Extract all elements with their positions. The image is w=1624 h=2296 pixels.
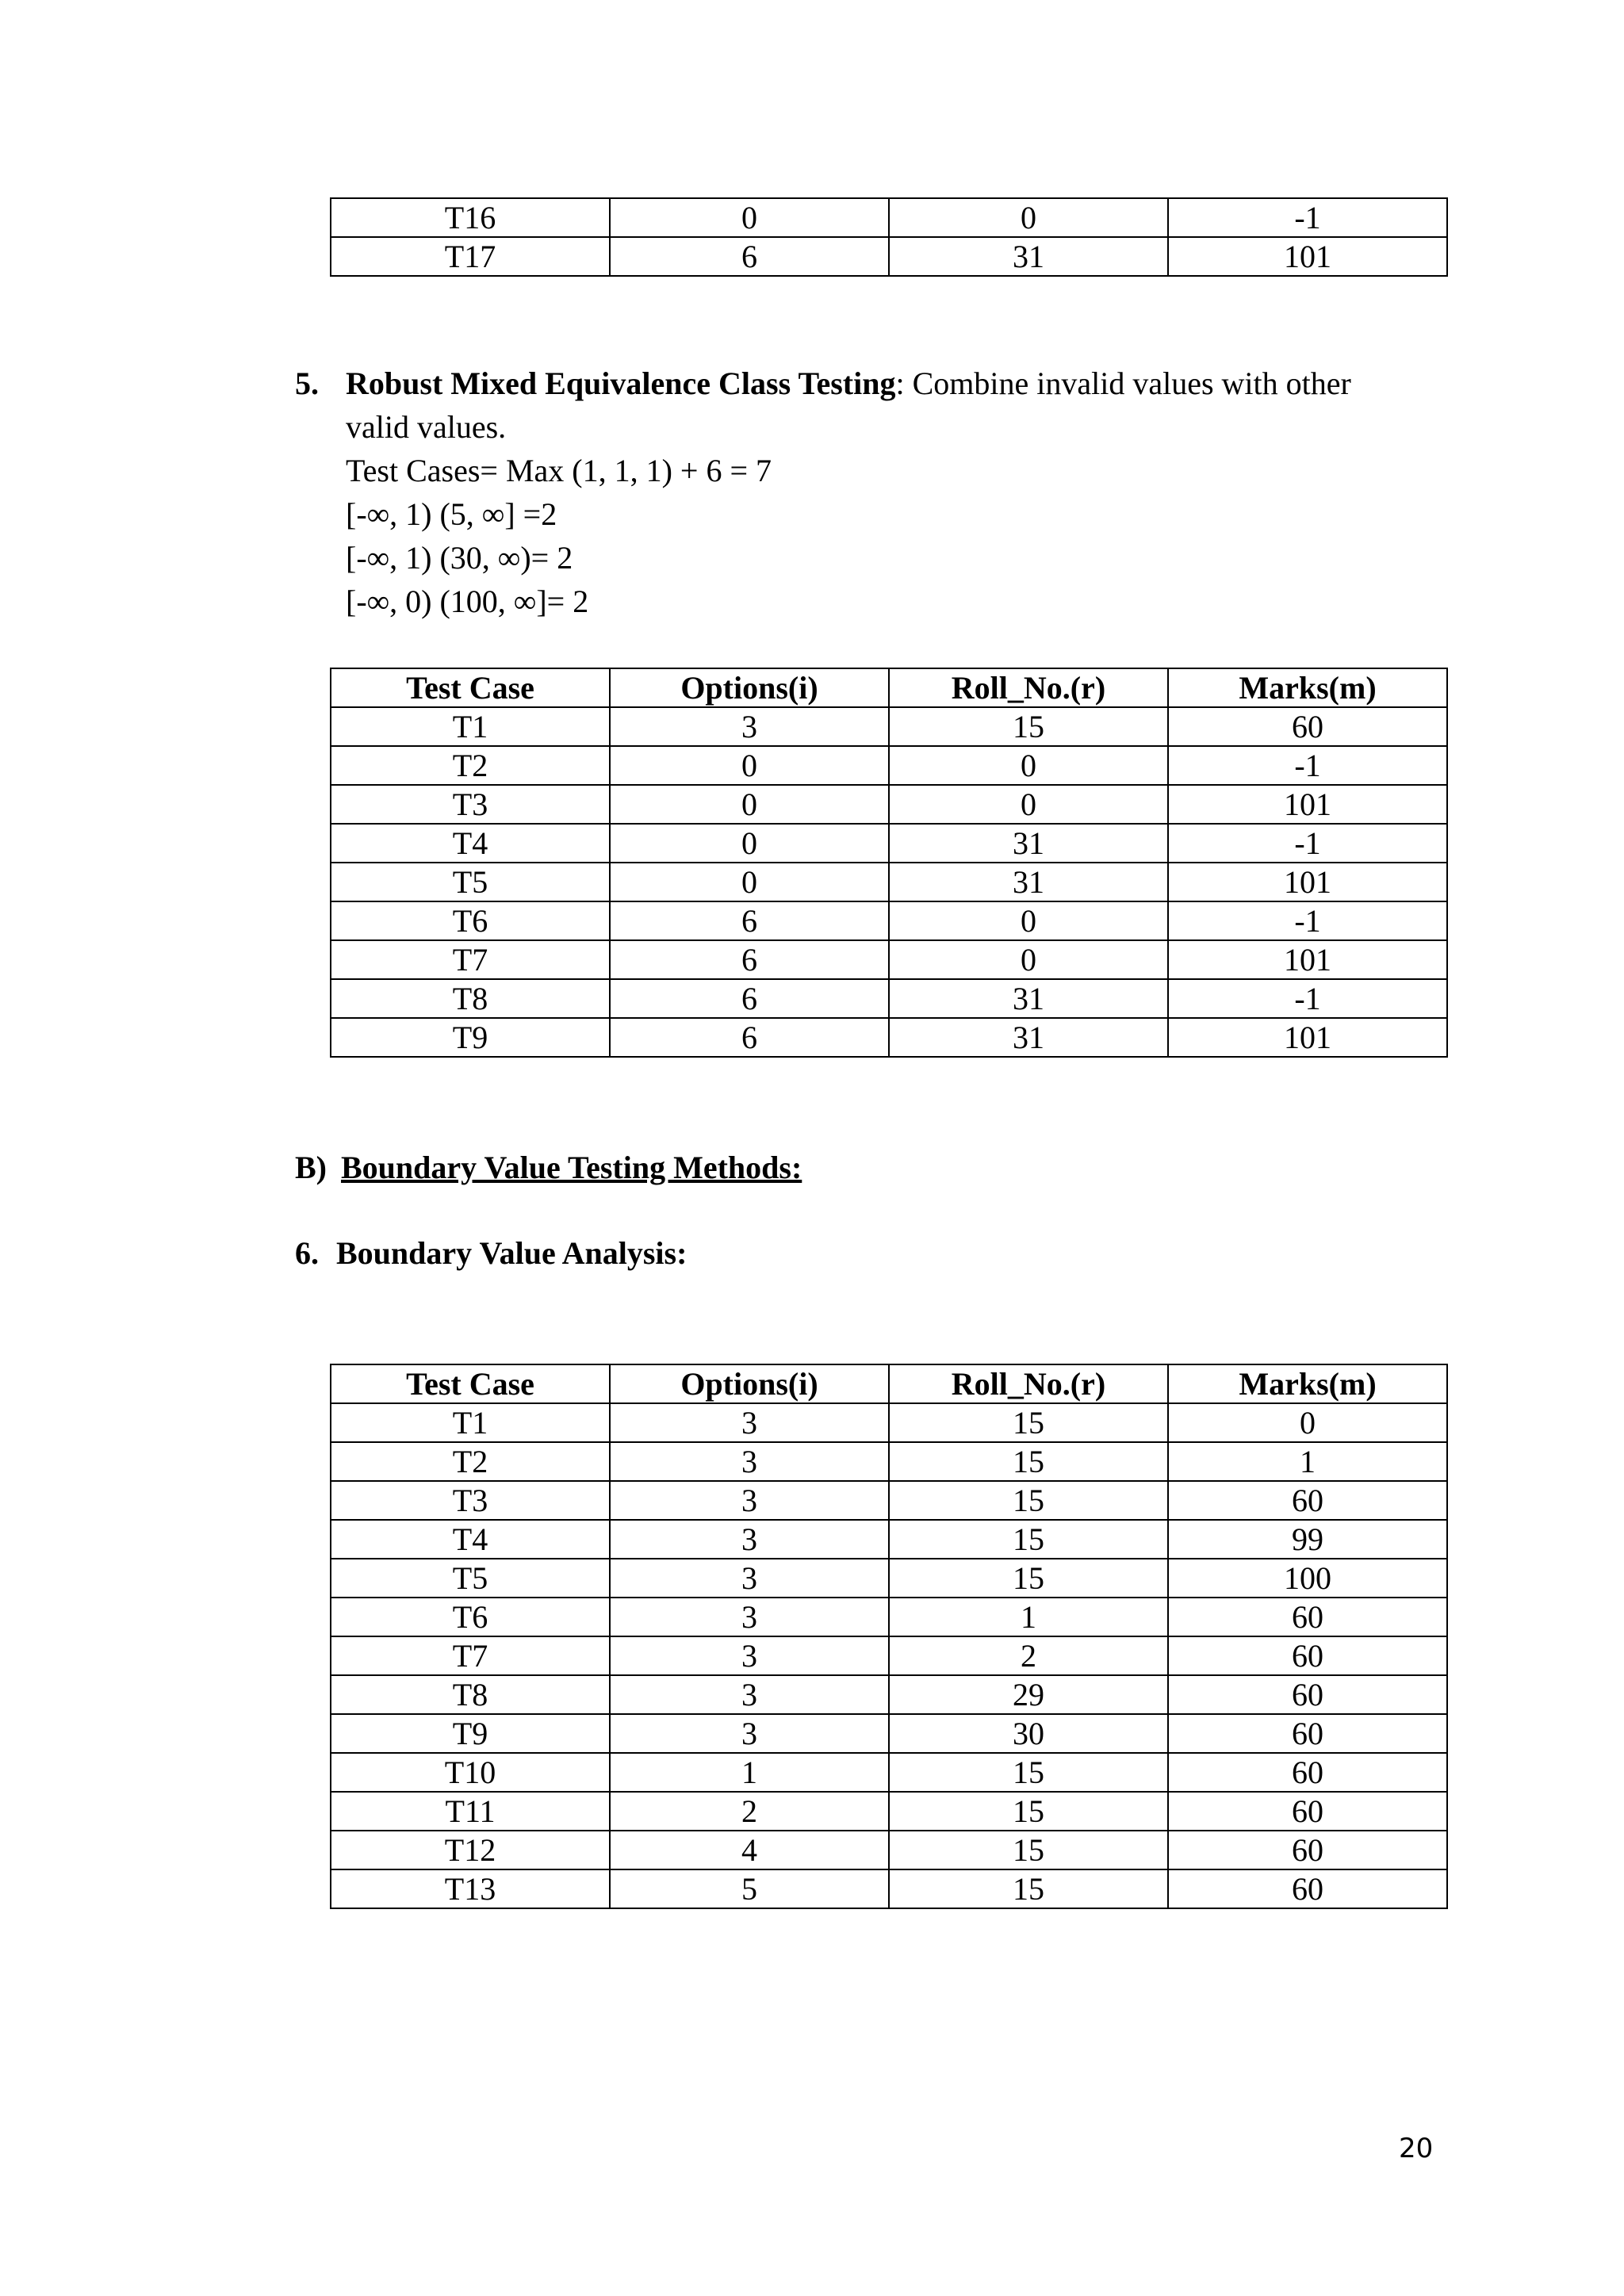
table-row [331, 1481, 1447, 1520]
table-cell: T3 [331, 1481, 610, 1520]
table-cell: 0 [889, 785, 1168, 824]
table-cell: 6 [610, 901, 889, 940]
table-cell: 6 [610, 1018, 889, 1057]
table-cell: 0 [610, 198, 889, 237]
table-cell: 15 [889, 1831, 1168, 1869]
table-cell: 1 [889, 1598, 1168, 1636]
table-row [331, 1559, 1447, 1598]
table-cell: 15 [889, 1481, 1168, 1520]
table-row [331, 1636, 1447, 1675]
column-header: Test Case [331, 668, 610, 707]
table-row [331, 707, 1447, 746]
table-cell: 1 [1168, 1442, 1447, 1481]
table-cell: 3 [610, 1559, 889, 1598]
table-row [331, 1869, 1447, 1908]
table-cell: 0 [610, 746, 889, 785]
column-header: Marks(m) [1168, 668, 1447, 707]
table-row [331, 1714, 1447, 1753]
table-row [331, 746, 1447, 785]
table-cell: T1 [331, 707, 610, 746]
table-cell: 60 [1168, 1714, 1447, 1753]
table-cell: 29 [889, 1675, 1168, 1714]
table-cell: T10 [331, 1753, 610, 1792]
column-header: Test Case [331, 1364, 610, 1403]
table-header-row [331, 1364, 1447, 1403]
table-cell: 31 [889, 1018, 1168, 1057]
table-cell: 3 [610, 1714, 889, 1753]
table-row [331, 237, 1447, 276]
table-row [331, 198, 1447, 237]
table-row [331, 1792, 1447, 1831]
table-cell: 0 [610, 863, 889, 901]
column-header: Roll_No.(r) [889, 668, 1168, 707]
table-row [331, 1831, 1447, 1869]
table-body [331, 198, 1447, 276]
table-cell: 3 [610, 1675, 889, 1714]
table-row [331, 863, 1447, 901]
table-cell: 0 [1168, 1403, 1447, 1442]
column-header: Roll_No.(r) [889, 1364, 1168, 1403]
table-cell: 15 [889, 707, 1168, 746]
table-cell: 101 [1168, 863, 1447, 901]
table-cell: T17 [331, 237, 610, 276]
table-cell: 3 [610, 1636, 889, 1675]
table-row [331, 1442, 1447, 1481]
table-row [331, 1018, 1447, 1057]
robust-mixed-test-table [330, 668, 1448, 1058]
table-row [331, 940, 1447, 979]
table-cell: T7 [331, 1636, 610, 1675]
section-6-heading [295, 1231, 687, 1275]
table-cell: 60 [1168, 1675, 1447, 1714]
table-cell: 2 [610, 1792, 889, 1831]
table-cell: T16 [331, 198, 610, 237]
table-cell: 0 [610, 824, 889, 863]
table-cell: 60 [1168, 1636, 1447, 1675]
test-case-table-continued [330, 197, 1448, 277]
table-row [331, 979, 1447, 1018]
table-cell: 3 [610, 1520, 889, 1559]
table-cell: -1 [1168, 746, 1447, 785]
table-cell: 31 [889, 824, 1168, 863]
invalid-range-options: [-∞, 1) (5, ∞] =2 [346, 496, 557, 532]
column-header: Options(i) [610, 1364, 889, 1403]
table-row [331, 1753, 1447, 1792]
table-cell: 15 [889, 1792, 1168, 1831]
table-cell: 3 [610, 1598, 889, 1636]
table-cell: 101 [1168, 237, 1447, 276]
table-cell: T8 [331, 979, 610, 1018]
section-5-title-line [346, 362, 1453, 405]
table-cell: T5 [331, 1559, 610, 1598]
table-cell: 15 [889, 1869, 1168, 1908]
table-cell: -1 [1168, 901, 1447, 940]
table-cell: 60 [1168, 1598, 1447, 1636]
table-cell: 0 [889, 901, 1168, 940]
table-cell: T13 [331, 1869, 610, 1908]
table-cell: 60 [1168, 1753, 1447, 1792]
table-cell: 3 [610, 1481, 889, 1520]
column-header: Marks(m) [1168, 1364, 1447, 1403]
table-cell: 15 [889, 1403, 1168, 1442]
table-cell: 60 [1168, 1481, 1447, 1520]
table-cell: 0 [889, 746, 1168, 785]
table-cell: 15 [889, 1520, 1168, 1559]
invalid-range-roll-no: [-∞, 1) (30, ∞)= 2 [346, 540, 573, 576]
section-title: Boundary Value Analysis: [336, 1235, 688, 1271]
table-cell: T5 [331, 863, 610, 901]
table-cell: 60 [1168, 1831, 1447, 1869]
section-label: B) [295, 1150, 327, 1185]
table-cell: T3 [331, 785, 610, 824]
table-cell: 15 [889, 1559, 1168, 1598]
column-header: Options(i) [610, 668, 889, 707]
test-case-formula: Test Cases= Max (1, 1, 1) + 6 = 7 [346, 453, 772, 488]
table-cell: -1 [1168, 824, 1447, 863]
table-cell: 31 [889, 863, 1168, 901]
table-cell: 60 [1168, 1792, 1447, 1831]
table-cell: T7 [331, 940, 610, 979]
table-cell: -1 [1168, 979, 1447, 1018]
table-body [331, 668, 1447, 1057]
table-cell: 3 [610, 1403, 889, 1442]
table-cell: 60 [1168, 707, 1447, 746]
table-cell: 31 [889, 237, 1168, 276]
table-cell: 4 [610, 1831, 889, 1869]
table-row [331, 1598, 1447, 1636]
page-number: 20 [1399, 2133, 1434, 2164]
table-cell: 2 [889, 1636, 1168, 1675]
table-cell: T2 [331, 1442, 610, 1481]
table-cell: 15 [889, 1753, 1168, 1792]
table-cell: T12 [331, 1831, 610, 1869]
table-cell: 101 [1168, 940, 1447, 979]
boundary-value-test-table [330, 1364, 1448, 1909]
table-cell: T1 [331, 1403, 610, 1442]
table-cell: 100 [1168, 1559, 1447, 1598]
table-cell: T4 [331, 824, 610, 863]
invalid-range-marks: [-∞, 0) (100, ∞]= 2 [346, 584, 589, 619]
table-cell: 15 [889, 1442, 1168, 1481]
table-cell: T6 [331, 901, 610, 940]
table-row [331, 1403, 1447, 1442]
section-description-continued: valid values. [346, 409, 507, 445]
table-cell: -1 [1168, 198, 1447, 237]
table-cell: 6 [610, 979, 889, 1018]
section-5-body [346, 362, 1453, 623]
table-cell: 101 [1168, 785, 1447, 824]
table-cell: 0 [889, 198, 1168, 237]
table-cell: 1 [610, 1753, 889, 1792]
table-header-row [331, 668, 1447, 707]
table-cell: 6 [610, 237, 889, 276]
table-cell: T6 [331, 1598, 610, 1636]
table-cell: T4 [331, 1520, 610, 1559]
table-row [331, 901, 1447, 940]
section-number: 6. [295, 1235, 319, 1271]
section-description: : Combine invalid values with other [895, 365, 1351, 401]
table-cell: 3 [610, 707, 889, 746]
table-cell: 99 [1168, 1520, 1447, 1559]
table-cell: T9 [331, 1714, 610, 1753]
table-cell: T2 [331, 746, 610, 785]
table-row [331, 824, 1447, 863]
table-cell: 6 [610, 940, 889, 979]
table-cell: 101 [1168, 1018, 1447, 1057]
table-cell: 5 [610, 1869, 889, 1908]
section-number: 5. [295, 365, 319, 401]
table-cell: T9 [331, 1018, 610, 1057]
table-cell: 60 [1168, 1869, 1447, 1908]
table-row [331, 785, 1447, 824]
section-title: Boundary Value Testing Methods: [341, 1150, 802, 1185]
table-cell: T11 [331, 1792, 610, 1831]
table-cell: 30 [889, 1714, 1168, 1753]
table-cell: 0 [610, 785, 889, 824]
table-row [331, 1675, 1447, 1714]
table-cell: 3 [610, 1442, 889, 1481]
table-body [331, 1364, 1447, 1908]
table-cell: T8 [331, 1675, 610, 1714]
table-cell: 31 [889, 979, 1168, 1018]
table-row [331, 1520, 1447, 1559]
section-5-heading [295, 362, 1453, 623]
section-b-heading [295, 1146, 802, 1189]
section-title: Robust Mixed Equivalence Class Testing [346, 365, 896, 401]
table-cell: 0 [889, 940, 1168, 979]
